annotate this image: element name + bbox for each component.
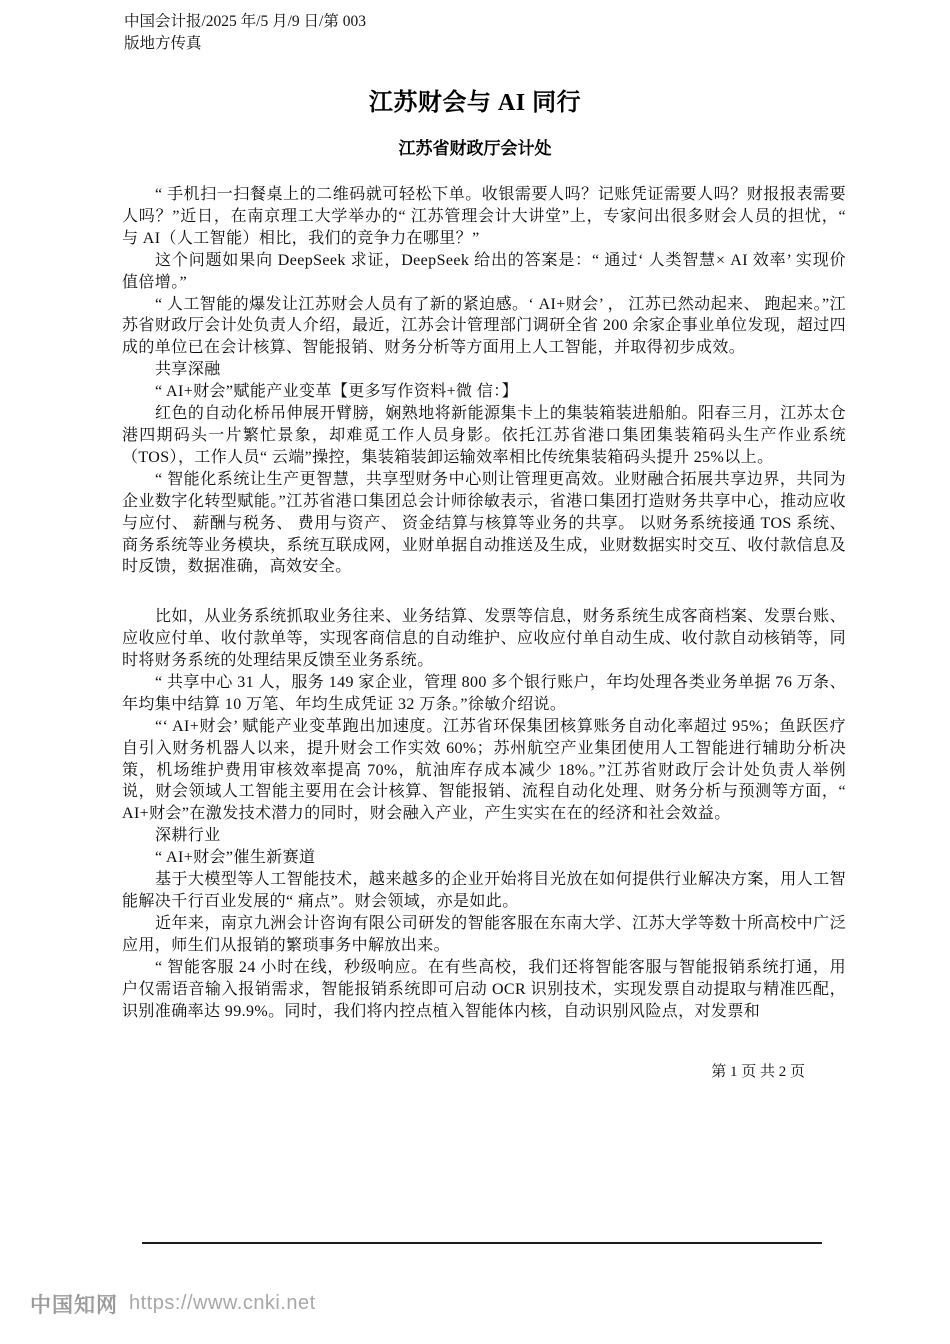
article-paragraph: 基于大模型等人工智能技术，越来越多的企业开始将目光放在如何提供行业解决方案，用人工智能解决千行百业发展的“ 痛点”。财会领域，亦是如此。: [122, 871, 846, 910]
publication-source-line2: 版地方传真: [124, 35, 202, 52]
article-paragraph: [122, 578, 846, 600]
article-paragraph: “ 智能客服 24 小时在线，秒级响应。在有些高校，我们还将智能客服与智能报销系统打通，用户仅需语音输入报销需求，智能报销系统即可启动 OCR 识别技术，实现发票自动提取与精准匹配，识别准确率达 99.9%。同时，我们将内控点植入智能体内核，自动识别风险点，对发票和: [122, 958, 846, 1020]
article-paragraph: 深耕行业: [155, 827, 221, 845]
article-body: [122, 184, 846, 1022]
article-paragraph: “‘ AI+财会’ 赋能产业变革跑出加速度。江苏省环保集团核算账务自动化率超过 95%；鱼跃医疗自引入财务机器人以来，提升财会工作实效 60%；苏州航空产业集团使用人工智能进行辅助分析决策，机场维护费用审核效率提高 70%，航油库存成本减少 18%。”江苏省财政厅会计处负责人举例说，财会领域人工智能主要用在会计核算、智能报销、流程自动化处理、财务分析与预测等方面，“ AI+财会”在激发技术潜力的同时，财会融入产业，产生实实在在的经济和社会效益。: [122, 717, 846, 823]
article-paragraph: 近年来，南京九洲会计咨询有限公司研发的智能客服在东南大学、江苏大学等数十所高校中广泛应用，师生们从报销的繁琐事务中解放出来。: [122, 914, 846, 954]
article-paragraph: “ 人工智能的爆发让江苏财会人员有了新的紧迫感。‘ AI+财会’ ， 江苏已然动起来、 跑起来。”江苏省财政厅会计处负责人介绍，最近，江苏会计管理部门调研全省 200 余家企事业单位发现，超过四成的单位已在会计核算、智能报销、财务分析等方面用上人工智能，并取得初步成效。: [122, 295, 846, 357]
article-paragraph: “ AI+财会”催生新赛道: [155, 849, 316, 867]
cnki-url-watermark: https://www.cnki.net: [129, 1292, 316, 1314]
page-title: 江苏财会与 AI 同行: [368, 90, 582, 116]
page-number: 第 1 页 共 2 页: [711, 1064, 805, 1080]
article-paragraph: 比如，从业务系统抓取业务往来、业务结算、发票等信息，财务系统生成客商档案、发票台账、应收应付单、收付款单等，实现客商信息的自动维护、应收应付单自动生成、收付款自动核销等，同时将财务系统的处理结果反馈至业务系统。: [122, 608, 846, 670]
article-paragraph: 这个问题如果向 DeepSeek 求证，DeepSeek 给出的答案是：“ 通过‘ 人类智慧× AI 效率’ 实现价值倍增。”: [122, 251, 846, 291]
article-paragraph: “ 智能化系统让生产更智慧，共享型财务中心则让管理更高效。业财融合拓展共享边界，共同为企业数字化转型赋能。”江苏省港口集团总会计师徐敏表示，省港口集团打造财务共享中心，推动应收与应付、 薪酬与税务、 费用与资产、 资金结算与核算等业务的共享。 以财务系统接通 TOS 系统、商务系统等业务模块，系统互联成网，业财单据自动推送及生成，业财数据实时交互、收付款信息及时反馈，数据准确，高效安全。: [122, 470, 846, 576]
publication-source-line1: 中国会计报/2025 年/5 月/9 日/第 003: [124, 13, 366, 30]
cnki-brand-watermark: 中国知网: [30, 1293, 118, 1317]
article-paragraph: 红色的自动化桥吊伸展开臂膀，娴熟地将新能源集卡上的集装箱装进船舶。阳春三月，江苏太仓港四期码头一片繁忙景象，却难觅工作人员身影。依托江苏省港口集团集装箱码头生产作业系统（TOS），工作人员“ 云端”操控，集装箱装卸运输效率相比传统集装箱码头提升 25%以上。: [122, 405, 846, 466]
article-paragraph: 共享深融: [155, 361, 221, 379]
article-paragraph: “ AI+财会”赋能产业变革【更多写作资料+微 信：】: [155, 383, 519, 401]
publication-source: [124, 11, 366, 55]
article-paragraph: “ 共享中心 31 人，服务 149 家企业，管理 800 多个银行账户，年均处理各类业务单据 76 万条、年均集中结算 10 万笔、年均生成凭证 32 万条。”徐敏介绍说。: [122, 673, 846, 713]
article-paragraph: “ 手机扫一扫餐桌上的二维码就可轻松下单。收银需要人吗？记账凭证需要人吗？财报报表需要人吗？”近日，在南京理工大学举办的“ 江苏管理会计大讲堂”上，专家问出很多财会人员的担忧，“ 与 AI（人工智能）相比，我们的竞争力在哪里？”: [122, 186, 846, 247]
footer-divider-line: [142, 1242, 822, 1244]
page-subtitle: 江苏省财政厅会计处: [398, 139, 552, 158]
